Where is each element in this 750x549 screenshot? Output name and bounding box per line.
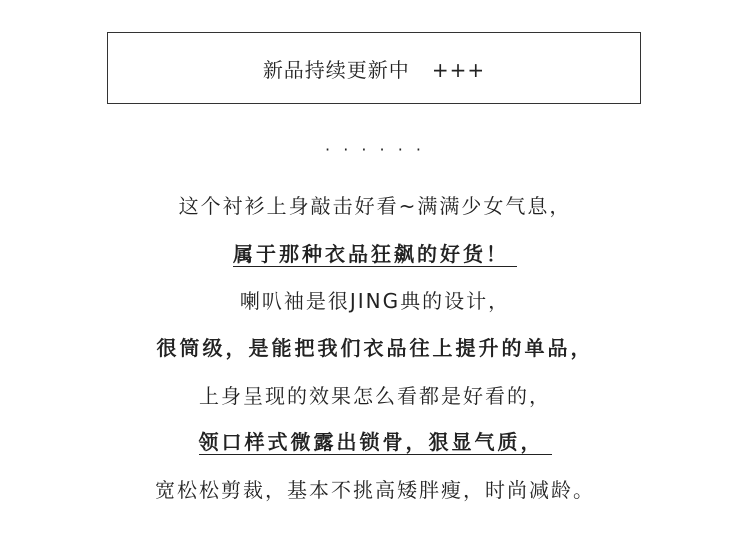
copy-line-2 — [0, 240, 750, 268]
copy-line-1 — [0, 192, 750, 220]
copy-line-6-text: 领口样式微露出锁骨，狠显气质， — [199, 430, 552, 455]
copy-line-7 — [0, 476, 750, 504]
copy-line-4-text: 很筒级，是能把我们衣品往上提升的单品， — [156, 336, 594, 360]
copy-line-5-text: 上身呈现的效果怎么看都是好看的， — [199, 384, 551, 408]
copy-line-3 — [0, 287, 750, 315]
copy-line-6 — [0, 428, 750, 456]
copy-line-1-text: 这个衬衫上身敲击好看~满满少女气息， — [178, 194, 572, 218]
copy-line-7-text: 宽松松剪裁，基本不挑高矮胖瘦，时尚减龄。 — [155, 478, 595, 502]
banner-box — [107, 32, 641, 104]
copy-line-2-text: 属于那种衣品狂飙的好货！ — [233, 242, 517, 267]
banner-title: 新品持续更新中 +++ — [262, 57, 486, 82]
dot-separator: · · · · · · — [325, 140, 425, 159]
copy-line-3-text: 喇叭袖是很JING典的设计， — [239, 289, 511, 313]
copy-line-4 — [0, 334, 750, 362]
copy-line-5 — [0, 382, 750, 410]
